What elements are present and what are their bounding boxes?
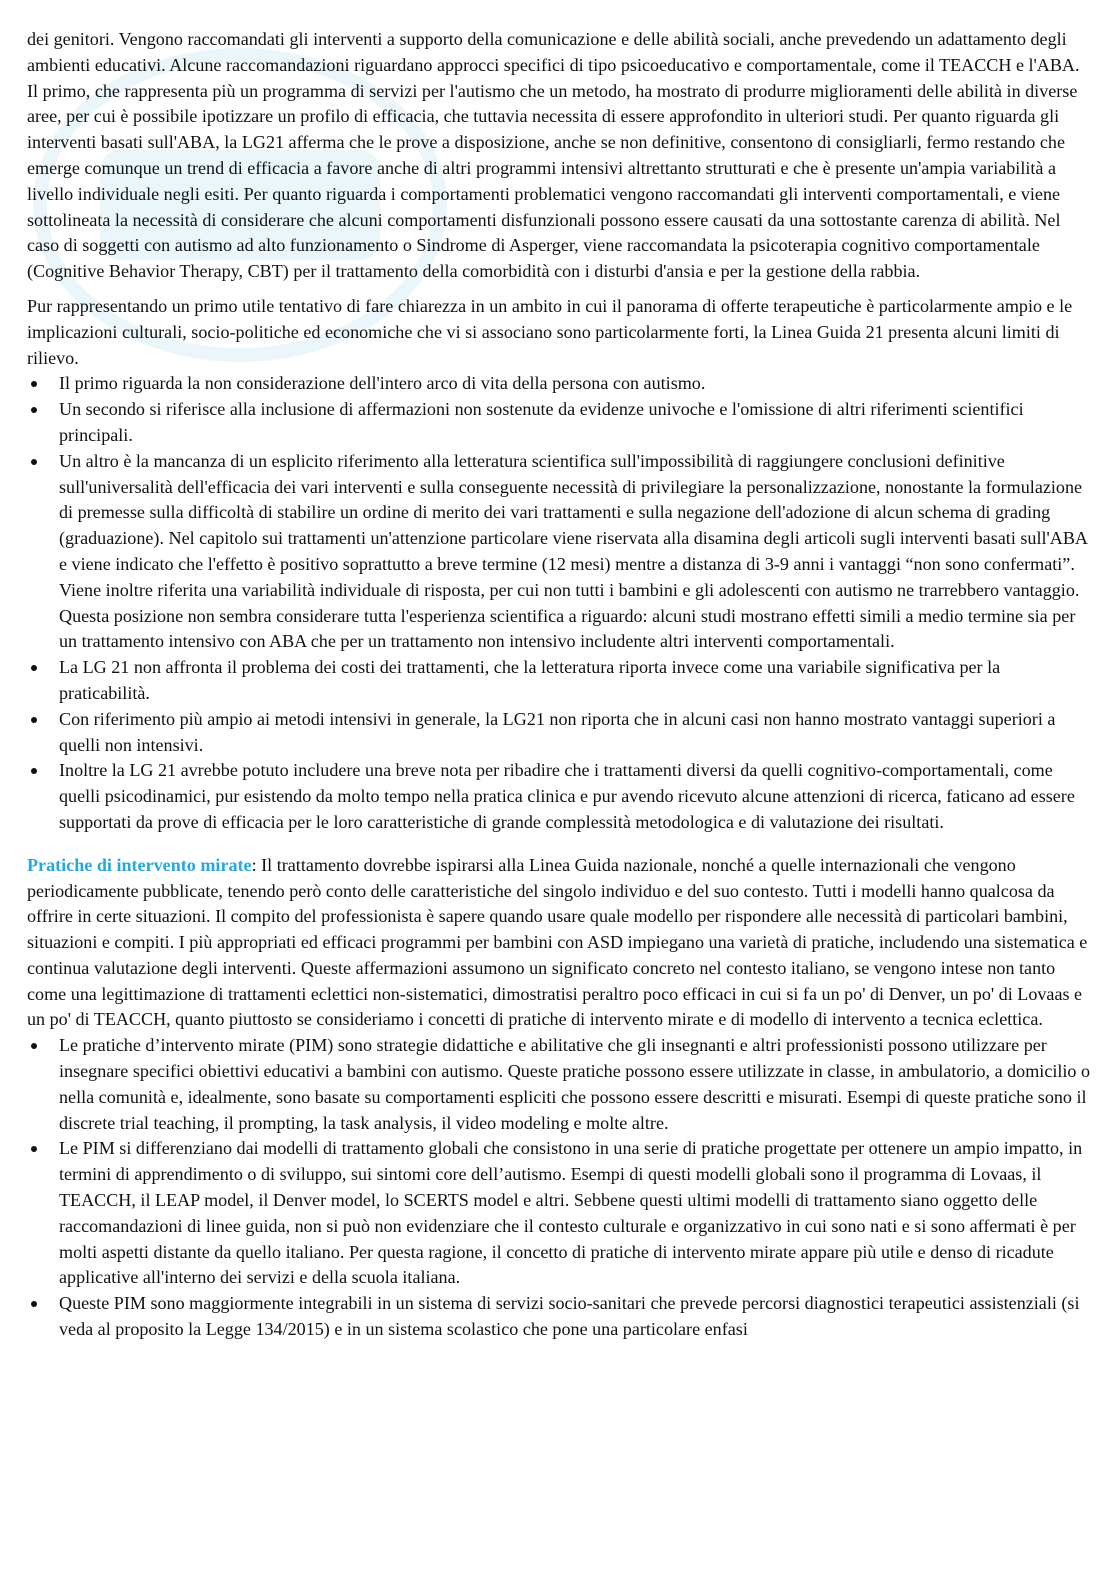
intro-paragraph: dei genitori. Vengono raccomandati gli interventi a supporto della comunicazione e delle abilità sociali, anche prevedendo un adattamento degli ambienti educativi. Alcune raccomandazioni riguardano approcci specifici di tipo psicoeducativo e comportamentale, come il TEACCH e l'ABA. Il primo, che rappresenta più un programma di servizi per l'autismo che un metodo, ha mostrato di produrre miglioramenti delle abilità in diverse aree, per cui è possibile ipotizzare un profilo di efficacia, che tuttavia necessita di essere approfondito in ulteriori studi. Per quanto riguarda gli interventi basati sull'ABA, la LG21 afferma che le prove a disposizione, anche se non definitive, consentono di consigliarli, fermo restando che emerge comunque un trend di efficacia a favore anche di altri programmi intensivi altrettanto strutturati e che è presente un'ampia variabilità a livello individuale negli esiti. Per quanto riguarda i comportamenti problematici vengono raccomandati gli interventi comportamentali, e viene sottolineata la necessità di considerare che alcuni comportamenti disfunzionali possono essere causati da una sottostante carenza di abilità. Nel caso di soggetti con autismo ad alto funzionamento o Sindrome di Asperger, viene raccomandata la psicoterapia cognitivo comportamentale (Cognitive Behavior Therapy, CBT) per il trattamento della comorbidità con i disturbi d'ansia e per la gestione della rabbia. xyxy=(27,29,1080,282)
list-item: Queste PIM sono maggiormente integrabili in un sistema di servizi socio-sanitari che prevede percorsi diagnostici terapeutici assistenziali (si veda al proposito la Legge 134/2015) e in un sistema scolastico che pone una particolare enfasi xyxy=(27,1291,1091,1343)
pim-intro-paragraph xyxy=(27,853,1091,1034)
pim-intro-text: Il trattamento dovrebbe ispirarsi alla Linea Guida nazionale, nonché a quelle internazionali che vengono periodicamente pubblicate, tenendo però conto delle caratteristiche del singolo individuo e del suo contesto. Tutti i modelli hanno qualcosa da offrire in certe situazioni. Il compito del professionista è sapere quando usare quale modello per rispondere alle necessità di particolari bambini, situazioni e compiti. I più appropriati ed efficaci programmi per bambini con ASD impiegano una varietà di pratiche, includendo una sistematica e continua valutazione degli interventi. Queste affermazioni assumono un significato concreto nel contesto italiano, se vengono intese non tanto come una legittimazione di trattamenti eclettici non-sistematici, dimostratisi peraltro poco efficaci in cui si fa un po' di Denver, un po' di Lovaas e un po' di TEACCH, quanto piuttosto se consideriamo i concetti di pratiche di intervento mirate e di modello di intervento a tecnica eclettica. xyxy=(27,854,1088,1030)
limits-list xyxy=(27,371,1091,835)
section-heading-separator: : xyxy=(251,854,257,875)
list-item: Le pratiche d’intervento mirate (PIM) sono strategie didattiche e abilitative che gli insegnanti e altri professionisti possono utilizzare per insegnare specifici obiettivi educativi a bambini con autismo. Queste pratiche possono essere utilizzate in classe, in ambulatorio, a domicilio o nella comunità e, idealmente, sono basate su comportamenti espliciti che possono essere descritti e misurati. Esempi di queste pratiche sono il discrete trial teaching, il prompting, la task analysis, il video modeling e molte altre. xyxy=(27,1033,1091,1136)
list-item: Inoltre la LG 21 avrebbe potuto includere una breve nota per ribadire che i trattamenti diversi da quelli cognitivo-comportamentali, come quelli psicodinamici, pur esistendo da molto tempo nella pratica clinica e pur avendo ricevuto alcune attenzioni di ricerca, faticano ad essere supportati da prove di efficacia per le loro caratteristiche di grande complessità metodologica e di valutazione dei risultati. xyxy=(27,758,1091,835)
pim-list xyxy=(27,1033,1091,1343)
list-item: Il primo riguarda la non considerazione dell'intero arco di vita della persona con autismo. xyxy=(27,371,1091,397)
section-heading-pim: Pratiche di intervento mirate xyxy=(27,854,252,875)
document-page xyxy=(27,27,1091,1343)
list-item: Un altro è la mancanza di un esplicito riferimento alla letteratura scientifica sull'impossibilità di raggiungere conclusioni definitive sull'universalità dell'efficacia dei vari interventi e sulla conseguente necessità di privilegiare la personalizzazione, nonostante la formulazione di premesse sulla difficoltà di stabilire un ordine di merito dei vari trattamenti e sulla negazione dell'adozione di alcun schema di grading (graduazione). Nel capitolo sui trattamenti un'attenzione particolare viene riservata alla disamina degli articoli sugli interventi basati sull'ABA e viene indicato che l'effetto è positivo soprattutto a breve termine (12 mesi) mentre a distanza di 3-9 anni i vantaggi “non sono confermati”. Viene inoltre riferita una variabilità individuale di risposta, per cui non tutti i bambini e gli adolescenti con autismo ne trarrebbero vantaggio. Questa posizione non sembra considerare tutta l'esperienza scientifica a riguardo: alcuni studi mostrano effetti simili a medio termine sia per un trattamento intensivo con ABA che per un trattamento non intensivo includente altri interventi comportamentali. xyxy=(27,449,1091,655)
list-item: Le PIM si differenziano dai modelli di trattamento globali che consistono in una serie di pratiche progettate per ottenere un ampio impatto, in termini di apprendimento o di sviluppo, sui sintomi core dell’autismo. Esempi di questi modelli globali sono il programma di Lovaas, il TEACCH, il LEAP model, il Denver model, lo SCERTS model e altri. Sebbene questi ultimi modelli di trattamento siano oggetto delle raccomandazioni di linee guida, non si può non evidenziare che il contesto culturale e organizzativo in cui sono nati e si sono affermati è per molti aspetti distante da quello italiano. Per questa ragione, il concetto di pratiche di intervento mirate appare più utile e denso di ricadute applicative all'interno dei servizi e della scuola italiana. xyxy=(27,1136,1091,1291)
list-item: Un secondo si riferisce alla inclusione di affermazioni non sostenute da evidenze univoche e l'omissione di altri riferimenti scientifici principali. xyxy=(27,397,1091,449)
limits-intro-paragraph: Pur rappresentando un primo utile tentativo di fare chiarezza in un ambito in cui il panorama di offerte terapeutiche è particolarmente ampio e le implicazioni culturali, socio-politiche ed economiche che vi si associano sono particolarmente forti, la Linea Guida 21 presenta alcuni limiti di rilievo. xyxy=(27,295,1073,368)
list-item: Con riferimento più ampio ai metodi intensivi in generale, la LG21 non riporta che in alcuni casi non hanno mostrato vantaggi superiori a quelli non intensivi. xyxy=(27,707,1091,759)
list-item: La LG 21 non affronta il problema dei costi dei trattamenti, che la letteratura riporta invece come una variabile significativa per la praticabilità. xyxy=(27,655,1091,707)
